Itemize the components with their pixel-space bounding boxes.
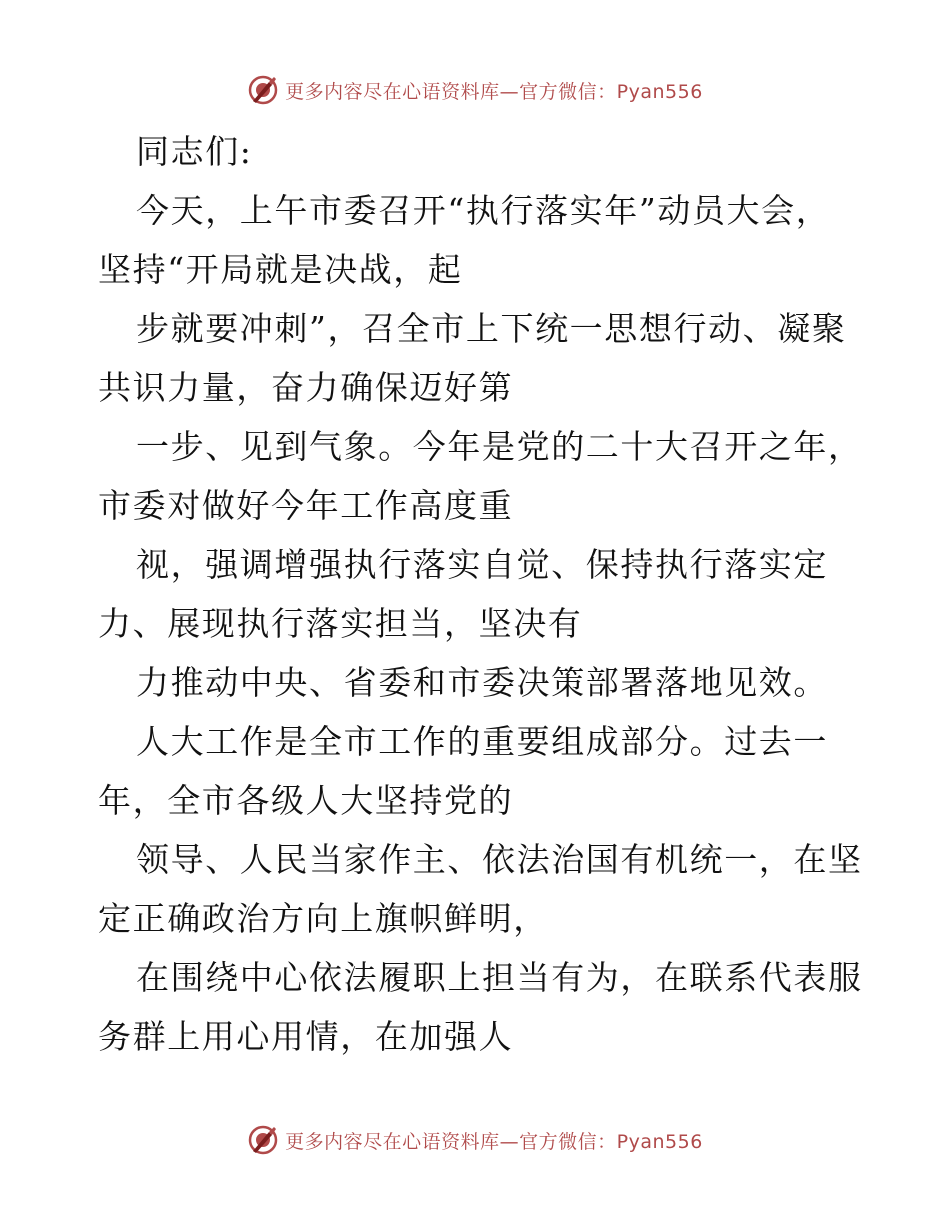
body-line: 在围绕中心依法履职上担当有为，在联系代表服: [136, 958, 863, 997]
watermark-text: 更多内容尽在心语资料库—官方微信：Pyan556: [285, 80, 703, 103]
body-line: 市委对做好今年工作高度重: [98, 486, 514, 525]
body-line: 力推动中央、省委和市委决策部署落地见效。: [136, 663, 828, 702]
body-line: 坚持“开局就是决战，起: [98, 250, 463, 289]
body-line: 年，全市各级人大坚持党的: [98, 781, 514, 820]
body-line: 领导、人民当家作主、依法治国有机统一，在坚: [136, 840, 863, 879]
watermark-text: 更多内容尽在心语资料库—官方微信：Pyan556: [285, 1130, 703, 1153]
body-line: 一步、见到气象。今年是党的二十大召开之年，: [136, 427, 863, 466]
footer-watermark: [0, 1120, 950, 1160]
pen-logo-icon: [247, 74, 279, 106]
body-line: 务群上用心用情，在加强人: [98, 1017, 514, 1056]
body-line: 步就要冲刺”，召全市上下统一思想行动、凝聚: [136, 309, 847, 348]
body-line: 今天，上午市委召开“执行落实年”动员大会，: [136, 191, 831, 230]
body-line: 同志们:: [136, 132, 253, 171]
body-line: 共识力量，奋力确保迈好第: [98, 368, 514, 407]
document-body: [98, 122, 878, 1066]
body-line: 力、展现执行落实担当，坚决有: [98, 604, 583, 643]
body-line: 视，强调增强执行落实自觉、保持执行落实定: [136, 545, 828, 584]
body-line: 定正确政治方向上旗帜鲜明，: [98, 899, 548, 938]
pen-logo-icon: [247, 1124, 279, 1156]
header-watermark: [0, 70, 950, 110]
body-line: 人大工作是全市工作的重要组成部分。过去一: [136, 722, 828, 761]
